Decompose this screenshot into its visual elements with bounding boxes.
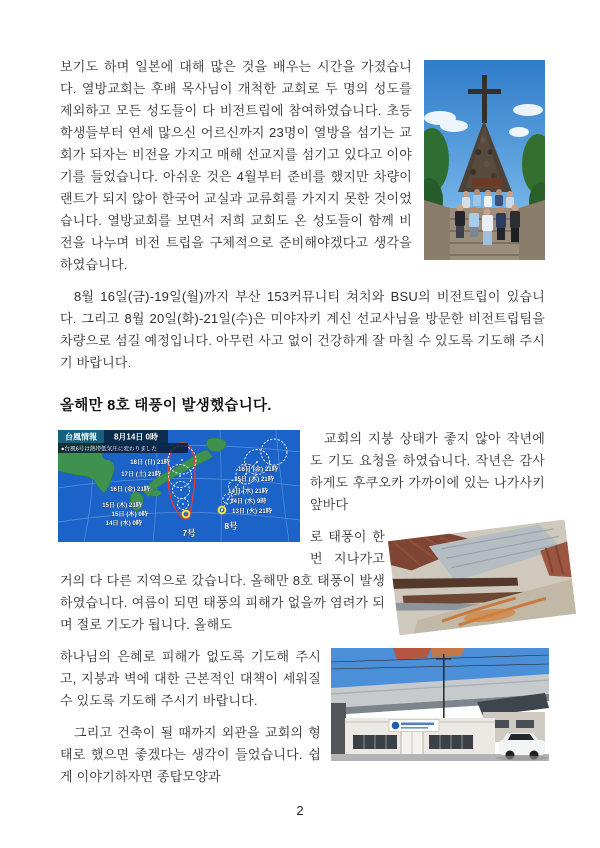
typhoon7-name: 7号: [182, 528, 196, 538]
church-sign: [389, 720, 439, 732]
utility-pole: [443, 654, 445, 724]
intro-paragraph-1: 보기도 하며 일본에 대해 많은 것을 배우는 시간을 가졌습니다. 열방교회는 후배 목사님이 개척한 교회로 두 명의 성도를 제외하고 모든 성도들이 다 비전트립에 참여하였습니다. 초등학생들부터 연세 많으신 어르신까지 23명이 열방을 섬기는 교회가 되자는 비전을 가지고 매해 선교지를 섬기고 있다고 이야기를 들었습니다. 아쉬운 것은 4월부터 준비를 했지만 차량이 랜트가 되지 않아 한국어 교실과 교류회를 가지지 못한 것이었습니다. 열방교회를 보면서 저희 교회도 온 성도들이 함께 비전을 나누며 비전 트립을 구체적으로 준비해야겠다고 생각을 하였습니다.: [60, 59, 412, 272]
t7-label-0: 18日 (日) 21時: [130, 459, 170, 466]
typhoon-section-heading: 올해만 8호 태풍이 발생했습니다.: [60, 398, 272, 414]
map-datetime: 8月14日 0時: [113, 432, 159, 442]
page-content: [60, 56, 545, 798]
left-dark-building: [331, 703, 346, 761]
map-title: 台風情報: [65, 432, 97, 442]
t8-label-4: 13日 (火) 21時: [232, 508, 272, 515]
typhoon-paragraph-part2: 로 태풍이 한번 지나가고 거의 다 다른 지역으로 갔습니다. 올해만 8호 태풍이 발생하였습니다. 여름이 되면 태풍의 피해가 없을까 염려가 되며 절로 기도가 됩니다. 올해도: [60, 529, 385, 632]
cross-monument-photo-art: [424, 60, 545, 260]
typhoon-map-figure: [58, 430, 300, 542]
church-building-photo-art: [331, 648, 549, 761]
typhoon-paragraph-part3: 하나님의 은혜로 피해가 없도록 기도해 주시고, 지붕과 벽에 대한 근본적인 대책이 세워질 수 있도록 기도해 주시기 바랍니다.: [60, 649, 321, 708]
typhoon-section: [60, 428, 545, 798]
t8-label-3: 14日 (水) 9時: [230, 498, 267, 505]
t8-label-1: 15日 (木) 21時: [234, 476, 274, 483]
map-notice: ●台風6号は熱帯低気圧に変わりました: [61, 446, 157, 453]
page-number: 2: [296, 803, 304, 818]
t7-label-4: 15日 (木) 0時: [111, 511, 148, 518]
intro-paragraph-2: 8월 16일(금)-19일(월)까지 부산 153커뮤니티 쳐치와 BSU의 비전트립이 있습니다. 그리고 8월 20일(화)-21일(수)은 미야자키 계신 선교사님을 방문한 비전트립팀을 차량으로 섬길 예정입니다. 아무런 사고 없이 건강하게 잘 마칠 수 있도록 기도해 주시기 바랍니다.: [60, 289, 545, 370]
roof-damage-photo-art: [388, 520, 576, 636]
t8-label-2: 14日 (水) 21時: [228, 488, 268, 495]
t7-label-1: 17日 (土) 21時: [121, 471, 161, 478]
t7-label-2: 16日 (金) 21時: [110, 486, 150, 493]
photo-mission-team-cross-monument: [424, 60, 545, 260]
photo-church-building: [331, 648, 549, 761]
t7-label-3: 15日 (木) 21時: [102, 502, 142, 509]
typhoon-map-art: [58, 430, 300, 542]
t8-label-0: 16日 (金) 21時: [238, 466, 278, 473]
t7-label-5: 14日 (水) 0時: [105, 520, 142, 527]
photo-roof-damage: [388, 520, 576, 636]
closing-paragraph: 그리고 건축이 될 때까지 외관을 교회의 형태로 했으면 좋겠다는 생각이 들었습니다. 쉽게 이야기하자면 종탑모양과: [60, 725, 321, 784]
typhoon-paragraph-part1: 교회의 지붕 상태가 좋지 않아 작년에도 기도 요청을 하였습니다. 작년은 감사하게도 후쿠오카 가까이에 있는 나가사키 앞바다: [310, 431, 545, 512]
typhoon8-name: 8号: [224, 521, 238, 531]
